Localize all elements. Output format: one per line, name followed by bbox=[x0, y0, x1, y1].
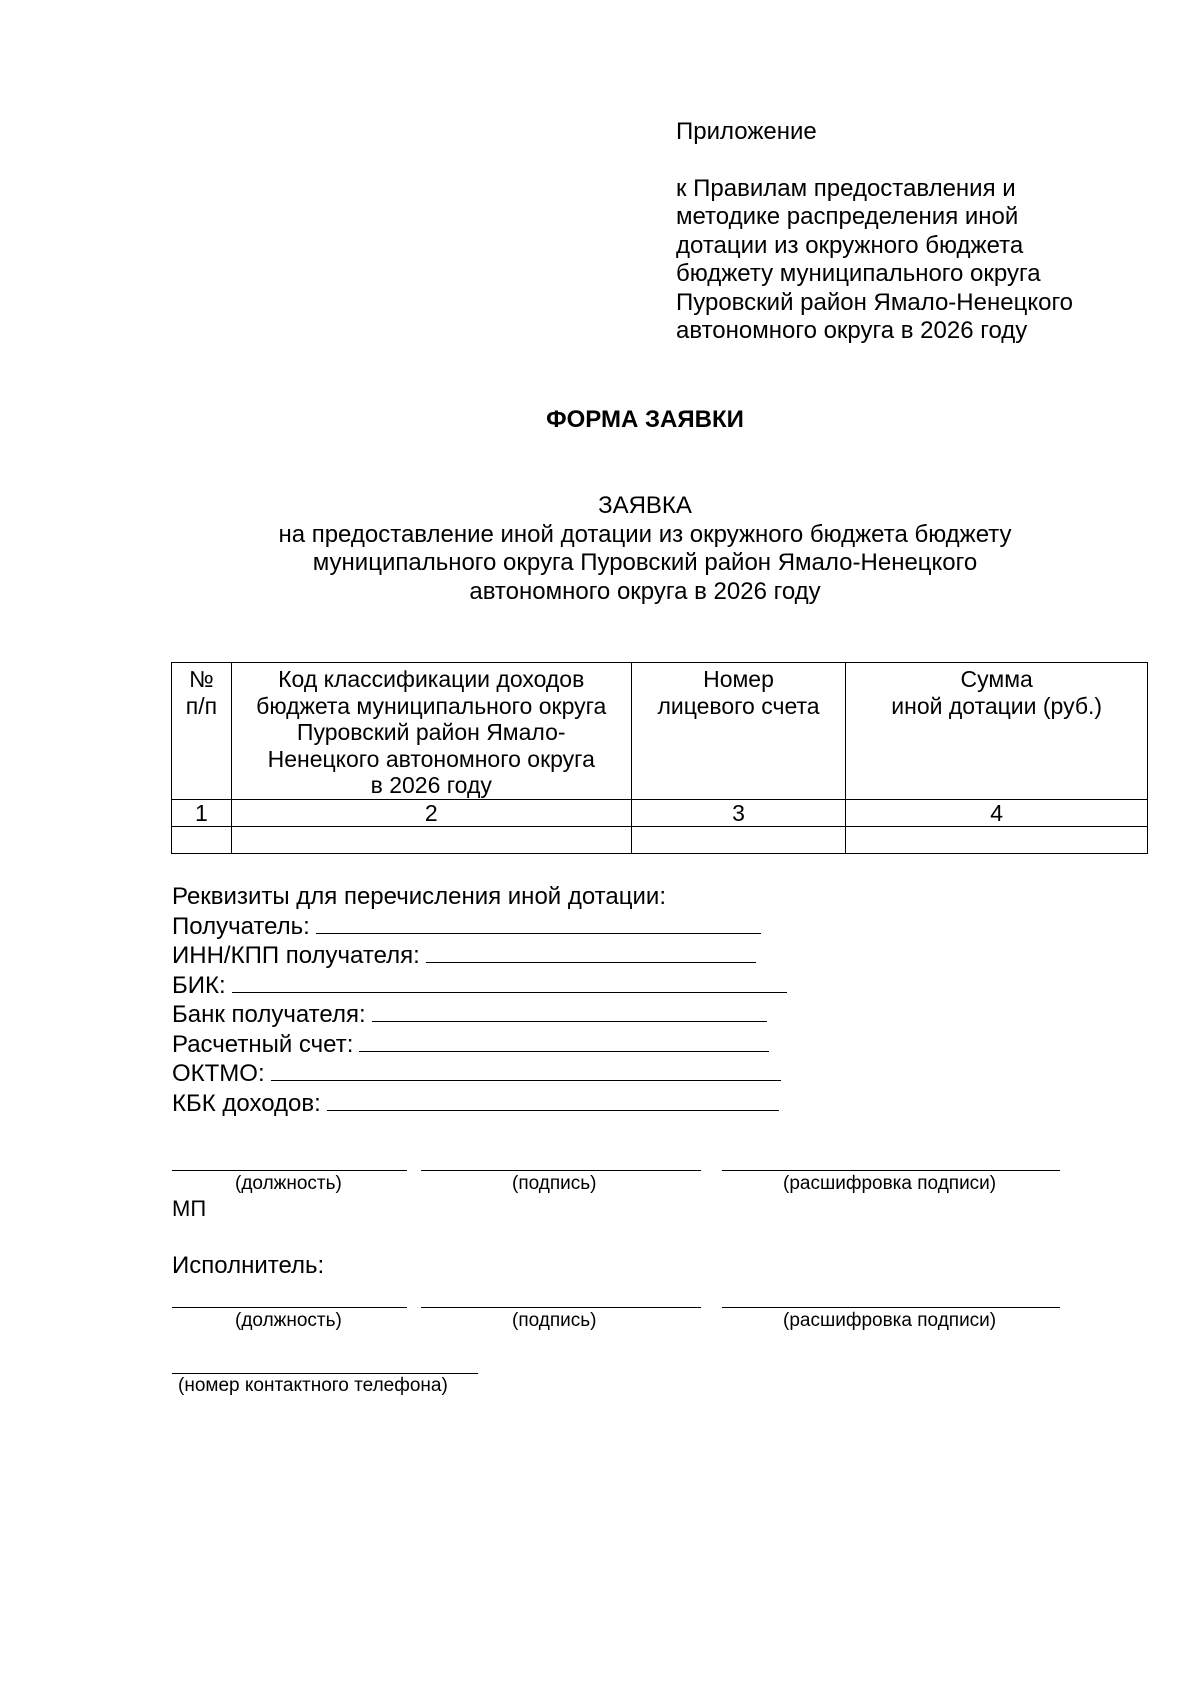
form-title: ФОРМА ЗАЯВКИ bbox=[546, 406, 744, 433]
request-title bbox=[0, 492, 1200, 606]
executor-decode-line[interactable] bbox=[722, 1307, 1060, 1308]
appendix-line: Пуровский район Ямало-Ненецкого bbox=[676, 288, 1074, 316]
field-bank: Банк получателя: bbox=[172, 1000, 787, 1030]
signature-caption: (подпись) bbox=[512, 1173, 597, 1194]
bik-field[interactable] bbox=[232, 971, 787, 993]
table-numbering-row bbox=[172, 799, 1148, 826]
application-table bbox=[171, 662, 1148, 854]
appendix-block bbox=[676, 118, 1176, 346]
field-account: Расчетный счет: bbox=[172, 1030, 787, 1060]
kbk-field[interactable] bbox=[327, 1089, 779, 1111]
requisites-heading: Реквизиты для перечисления иной дотации: bbox=[172, 883, 666, 910]
bank-field[interactable] bbox=[372, 1000, 767, 1022]
field-bik: БИК: bbox=[172, 971, 787, 1001]
field-recipient: Получатель: bbox=[172, 912, 787, 942]
executor-signature-caption: (подпись) bbox=[512, 1310, 597, 1331]
executor-position-caption: (должность) bbox=[235, 1310, 342, 1331]
header-number: № п/п bbox=[172, 663, 232, 800]
appendix-line: бюджету муниципального округа bbox=[676, 260, 1041, 287]
stamp-label: МП bbox=[172, 1196, 207, 1221]
table-cell: 1 bbox=[172, 799, 232, 826]
executor-label: Исполнитель: bbox=[172, 1252, 325, 1279]
position-caption: (должность) bbox=[235, 1173, 342, 1194]
request-title-line: автономного округа в 2026 году bbox=[469, 577, 821, 605]
appendix-line: дотации из окружного бюджета bbox=[676, 231, 1024, 259]
requisites-block bbox=[172, 883, 787, 1118]
table-header-row bbox=[172, 663, 1148, 800]
signature-line[interactable] bbox=[421, 1170, 701, 1171]
header-account-number: Номер лицевого счета bbox=[631, 663, 846, 800]
request-title-line: муниципального округа Пуровский район Ямало-Ненецкого bbox=[312, 549, 978, 576]
table-cell[interactable] bbox=[172, 826, 232, 853]
field-inn-kpp: ИНН/КПП получателя: bbox=[172, 941, 787, 971]
executor-position-line[interactable] bbox=[172, 1307, 407, 1308]
field-oktmo: ОКТМО: bbox=[172, 1059, 787, 1089]
appendix-line: автономного округа в 2026 году bbox=[676, 317, 1028, 344]
table-cell[interactable] bbox=[231, 826, 631, 853]
appendix-line: к Правилам предоставления и bbox=[676, 174, 1016, 202]
table-cell: 3 bbox=[631, 799, 846, 826]
position-signature-line[interactable] bbox=[172, 1170, 407, 1171]
oktmo-field[interactable] bbox=[271, 1059, 781, 1081]
executor-decode-caption: (расшифровка подписи) bbox=[783, 1310, 997, 1331]
table-cell[interactable] bbox=[631, 826, 846, 853]
phone-line[interactable] bbox=[172, 1373, 478, 1374]
header-classification-code: Код классификации доходов бюджета муниципального округа Пуровский район Ямало- Ненецкого автономного округа в 2026 году bbox=[231, 663, 631, 800]
table-row bbox=[172, 826, 1148, 853]
table-cell: 2 bbox=[231, 799, 631, 826]
phone-caption: (номер контактного телефона) bbox=[178, 1375, 448, 1396]
decode-caption: (расшифровка подписи) bbox=[783, 1173, 997, 1194]
request-title-line: на предоставление иной дотации из окружного бюджета бюджету bbox=[278, 520, 1012, 548]
request-heading: ЗАЯВКА bbox=[598, 492, 692, 519]
appendix-line: методике распределения иной bbox=[676, 203, 1019, 230]
header-amount: Сумма иной дотации (руб.) bbox=[846, 663, 1148, 800]
table-cell: 4 bbox=[846, 799, 1148, 826]
field-kbk: КБК доходов: bbox=[172, 1089, 787, 1119]
account-field[interactable] bbox=[359, 1030, 769, 1052]
table-cell[interactable] bbox=[846, 826, 1148, 853]
signature-decode-line[interactable] bbox=[722, 1170, 1060, 1171]
recipient-field[interactable] bbox=[316, 912, 761, 934]
appendix-title: Приложение bbox=[676, 118, 817, 145]
executor-signature-line[interactable] bbox=[421, 1307, 701, 1308]
inn-kpp-field[interactable] bbox=[426, 941, 756, 963]
